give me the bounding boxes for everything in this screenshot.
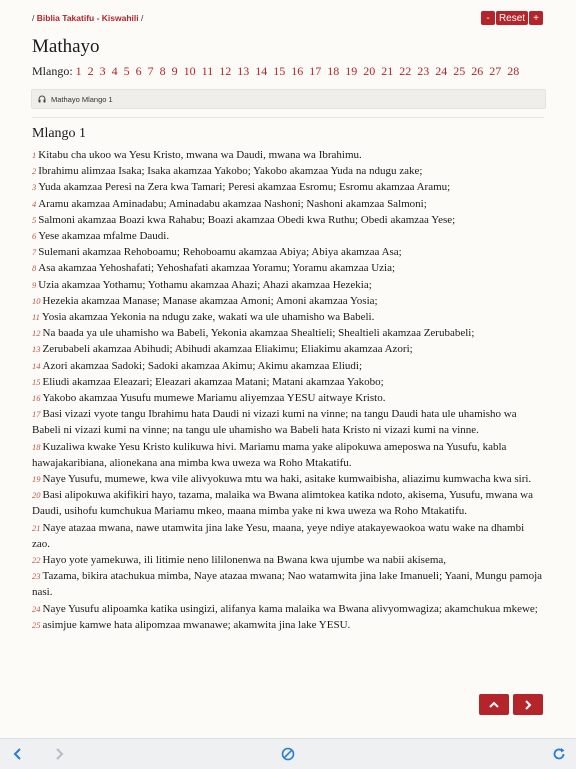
chapter-link[interactable]: 7: [147, 64, 154, 78]
chapter-link[interactable]: 8: [159, 64, 166, 78]
verse: [32, 309, 544, 325]
chapter-link[interactable]: 2: [87, 64, 94, 78]
verse: [32, 228, 544, 244]
chapter-links: [76, 64, 523, 78]
verse-number: 16: [32, 393, 41, 404]
chapter-link[interactable]: 24: [435, 64, 448, 78]
chevron-right-icon: [522, 699, 534, 711]
verse-number: 7: [32, 247, 37, 258]
verse-text: Sulemani akamzaa Rehoboamu; Rehoboamu akamzaa Abiya; Abiya akamzaa Asa;: [38, 246, 402, 259]
verse: [32, 439, 544, 471]
verse: [32, 520, 544, 552]
verse: [32, 196, 544, 212]
verse-text: Zerubabeli akamzaa Abihudi; Abihudi akamzaa Eliakimu; Eliakimu akamzaa Azori;: [42, 343, 413, 356]
verse: [32, 260, 544, 276]
chevron-up-icon: [488, 699, 500, 711]
verse-text: Aramu akamzaa Aminadabu; Aminadabu akamzaa Nashoni; Nashoni akamzaa Salmoni;: [38, 197, 427, 210]
chapter-link[interactable]: 27: [489, 64, 502, 78]
verse-number: 12: [32, 328, 41, 339]
verse-text: Eliudi akamzaa Eleazari; Eleazari akamzaa Matani; Matani akamzaa Yakobo;: [42, 375, 384, 388]
verse-number: 21: [32, 522, 41, 533]
zoom-reset-button[interactable]: Reset: [496, 11, 528, 25]
verse-number: 14: [32, 360, 41, 371]
chapter-link[interactable]: 19: [345, 64, 358, 78]
verse: [32, 374, 544, 390]
previous-chapter-button[interactable]: [479, 694, 509, 715]
divider: [32, 117, 544, 118]
verse: [32, 179, 544, 195]
verse-number: 6: [32, 231, 37, 242]
verse-text: Yuda akamzaa Peresi na Zera kwa Tamari; Peresi akamzaa Esromu; Esromu akamzaa Aramu;: [38, 181, 451, 194]
verse-number: 22: [32, 555, 41, 566]
verse-text: Naye Yusufu, mumewe, kwa vile alivyokuwa mtu wa haki, asitake kumwaibisha, aliazimu kumwacha kwa siri.: [42, 473, 532, 486]
verse: [32, 487, 544, 519]
verse: [32, 568, 544, 600]
verse-text: Tazama, bikira atachukua mimba, Naye atazaa mwana; Nao watamwita jina lake Imanueli; Yaani, Mungu pamoja nasi.: [32, 570, 543, 599]
verse-text: Kitabu cha ukoo wa Yesu Kristo, mwana wa Daudi, mwana wa Ibrahimu.: [38, 149, 362, 161]
verse-number: 8: [32, 263, 37, 274]
chapter-link[interactable]: 14: [255, 64, 268, 78]
next-chapter-button[interactable]: [513, 694, 543, 715]
verse-number: 10: [32, 295, 41, 306]
verse-text: Na baada ya ule uhamisho wa Babeli, Yekonia akamzaa Shealtieli; Shealtieli akamzaa Zerubabeli;: [42, 327, 475, 340]
chapter-link[interactable]: 21: [381, 64, 394, 78]
verse-text: Basi alipokuwa akifikiri hayo, tazama, malaika wa Bwana alimtokea katika ndoto, akisema, Yusufu, mwana wa Daudi, usihofu kumchukua Mariamu mkeo, maana mimba yake ni kwa uweza wa Roho Mtakatifu.: [32, 489, 533, 518]
chapter-link[interactable]: 26: [471, 64, 484, 78]
chapter-link[interactable]: 11: [201, 64, 214, 78]
zoom-in-button[interactable]: +: [529, 11, 543, 25]
audio-label: Mathayo Mlango 1: [51, 94, 113, 104]
verse: [32, 390, 544, 406]
verse-text: Asa akamzaa Yehoshafati; Yehoshafati akamzaa Yoramu; Yoramu akamzaa Uzia;: [38, 262, 396, 275]
chapter-link[interactable]: 20: [363, 64, 376, 78]
verse-number: 13: [32, 344, 41, 355]
top-bar: [0, 0, 576, 34]
verse: [32, 617, 544, 633]
chapter-link[interactable]: 23: [417, 64, 430, 78]
chapter-link[interactable]: 5: [123, 64, 130, 78]
verse: [32, 406, 544, 438]
verse: [32, 147, 544, 163]
chapter-list-label: Mlango:: [32, 64, 73, 78]
chapter-link[interactable]: 15: [273, 64, 286, 78]
audio-player[interactable]: [31, 89, 546, 109]
chapter-link[interactable]: 22: [399, 64, 412, 78]
verse-number: 20: [32, 490, 41, 501]
chapter-link[interactable]: 4: [111, 64, 118, 78]
verse-number: 9: [32, 279, 37, 290]
verse-number: 4: [32, 198, 37, 209]
verse-number: 3: [32, 182, 37, 193]
verse-text: Kuzaliwa kwake Yesu Kristo kulikuwa hivi. Mariamu mama yake alipokuwa ameposwa na Yusufu, kabla hawajakaribiana, alionekana ana mimba kwa uweza wa Roho Mtakatifu.: [32, 440, 507, 469]
book-title: Mathayo: [32, 36, 100, 57]
chapter-link[interactable]: 9: [171, 64, 178, 78]
browser-toolbar: [0, 738, 576, 769]
forward-arrow-icon[interactable]: [52, 747, 66, 761]
verse-text: Ibrahimu alimzaa Isaka; Isaka akamzaa Yakobo; Yakobo akamzaa Yuda na ndugu zake;: [38, 165, 423, 178]
headphones-icon: [38, 95, 46, 103]
verse-text: Yese akamzaa mfalme Daudi.: [38, 230, 170, 243]
chapter-link[interactable]: 25: [453, 64, 466, 78]
chapter-link[interactable]: 16: [291, 64, 304, 78]
verse-text: Salmoni akamzaa Boazi kwa Rahabu; Boazi akamzaa Obedi kwa Ruthu; Obedi akamzaa Yese;: [38, 213, 456, 226]
verse-number: 24: [32, 603, 41, 614]
chapter-link[interactable]: 6: [135, 64, 142, 78]
chapter-list: [32, 64, 522, 79]
chapter-heading: Mlango 1: [32, 126, 87, 141]
verse: [32, 293, 544, 309]
breadcrumb: [32, 13, 143, 23]
breadcrumb-link[interactable]: Biblia Takatifu - Kiswahili: [36, 13, 139, 23]
verse-list: [32, 147, 544, 633]
verse-number: 17: [32, 409, 41, 420]
chapter-link[interactable]: 28: [507, 64, 520, 78]
verse-number: 25: [32, 619, 41, 630]
chapter-link[interactable]: 3: [99, 64, 106, 78]
verse-text: asimjue kamwe hata alipomzaa mwanawe; akamwita jina lake YESU.: [42, 618, 351, 631]
chapter-link[interactable]: 1: [75, 64, 82, 78]
verse: [32, 212, 544, 228]
stop-icon[interactable]: [281, 747, 295, 761]
verse: [32, 552, 544, 568]
verse-text: Yakobo akamzaa Yusufu mumewe Mariamu aliyemzaa YESU aitwaye Kristo.: [42, 392, 386, 405]
verse-text: Hayo yote yamekuwa, ili litimie neno lililonenwa na Bwana kwa ujumbe wa nabii akisema,: [42, 554, 447, 567]
zoom-out-button[interactable]: -: [481, 11, 495, 25]
verse-text: Yosia akamzaa Yekonia na ndugu zake, wakati wa ule uhamisho wa Babeli.: [41, 311, 375, 324]
verse-number: 18: [32, 441, 41, 452]
back-arrow-icon[interactable]: [11, 747, 25, 761]
verse-number: 1: [32, 150, 37, 160]
chapter-link[interactable]: 17: [309, 64, 322, 78]
verse-text: Naye Yusufu alipoamka katika usingizi, alifanya kama malaika wa Bwana alivyomwagiza; akamchukua mkewe;: [42, 602, 538, 615]
chapter-link[interactable]: 12: [219, 64, 232, 78]
breadcrumb-prefix: /: [32, 13, 35, 23]
verse-number: 5: [32, 214, 37, 225]
verse: [32, 341, 544, 357]
verse-text: Naye atazaa mwana, nawe utamwita jina lake Yesu, maana, yeye ndiye atakayewaokoa watu wake na dhambi zao.: [32, 521, 525, 550]
verse: [32, 163, 544, 179]
verse: [32, 325, 544, 341]
verse-number: 15: [32, 376, 41, 387]
verse: [32, 277, 544, 293]
chapter-link[interactable]: 10: [183, 64, 196, 78]
verse: [32, 471, 544, 487]
verse-text: Basi vizazi vyote tangu Ibrahimu hata Daudi ni vizazi kumi na vinne; na tangu Daudi hata ule uhamisho wa Babeli ni vizazi kumi na vinne; na tangu ule uhamisho wa Babeli hata Kristo ni vizazi kumi na vinne.: [32, 408, 517, 437]
verse-number: 2: [32, 166, 37, 177]
chapter-link[interactable]: 18: [327, 64, 340, 78]
verse: [32, 601, 544, 617]
reload-icon[interactable]: [552, 747, 566, 761]
verse: [32, 244, 544, 260]
breadcrumb-suffix: /: [140, 13, 144, 23]
verse: [32, 358, 544, 374]
verse-number: 23: [32, 571, 41, 582]
verse-number: 19: [32, 474, 41, 485]
verse-text: Hezekia akamzaa Manase; Manase akamzaa Amoni; Amoni akamzaa Yosia;: [42, 294, 378, 307]
verse-text: Uzia akamzaa Yothamu; Yothamu akamzaa Ahazi; Ahazi akamzaa Hezekia;: [38, 278, 372, 291]
verse-number: 11: [32, 312, 40, 323]
chapter-link[interactable]: 13: [237, 64, 250, 78]
verse-text: Azori akamzaa Sadoki; Sadoki akamzaa Akimu; Akimu akamzaa Eliudi;: [42, 359, 363, 372]
